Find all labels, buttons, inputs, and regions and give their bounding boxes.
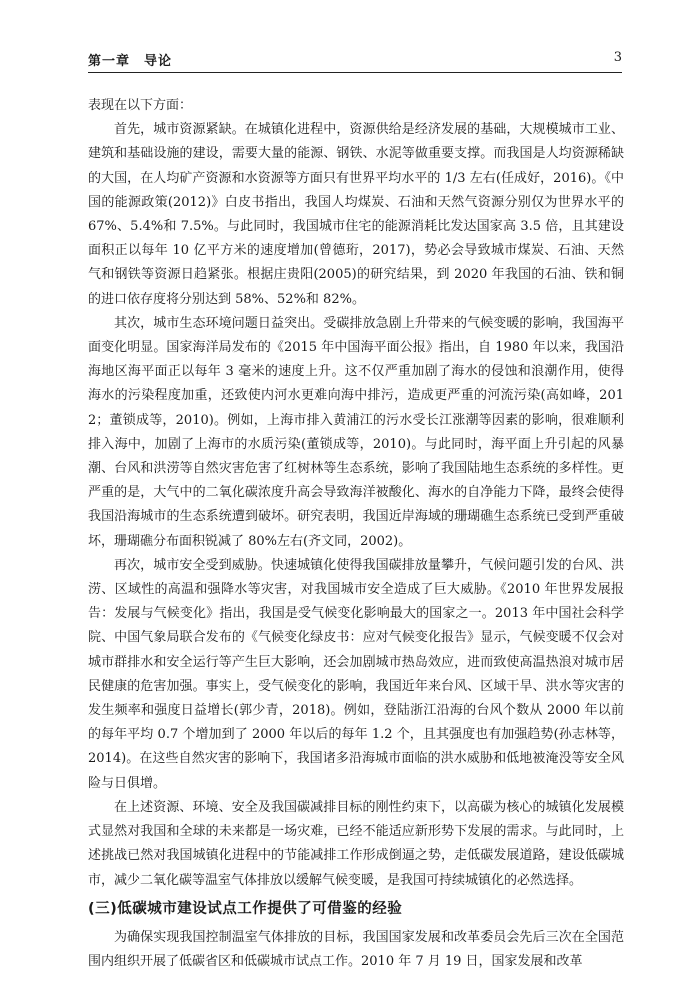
paragraph-resources: 首先，城市资源紧缺。在城镇化进程中，资源供给是经济发展的基础，大规模城市工业、建筑和基础设施的建设，需要大量的能源、钢铁、水泥等做重要支撑。而我国是人均资源稀缺的大国，在人均矿产资源和水资源等方面只有世界平均水平的 1/3 左右(任成好，2016)。《中国的能源政策(2012)》白皮书指出，我国人均煤炭、石油和天然气资源分别仅为世界水平的 67%、5.4%和 7.5%。与此同时，我国城市住宅的能源消耗比发达国家高 3.5 倍，且其建设面积正以每年 10 亿平方米的速度增加(曾德珩，2017)，势必会导致城市煤炭、石油、天然气和钢铁等资源日趋紧张。根据庄贵阳(2005)的研究结果，到 2020 年我国的石油、铁和铜的进口依存度将分别达到 58%、52%和 82%。 bbox=[88, 122, 624, 307]
paragraph-conclusion: 在上述资源、环境、安全及我国碳减排目标的刚性约束下，以高碳为核心的城镇化发展模式显然对我国和全球的未来都是一场灾难，已经不能适应新形势下发展的需求。与此同时，上述挑战已然对我国城镇化进程中的节能减排工作形成倒逼之势，走低碳发展道路，建设低碳城市，减少二氧化碳等温室气体排放以缓解气候变暖，是我国可持续城镇化的必然选择。 bbox=[88, 799, 624, 888]
paragraph-environment: 其次，城市生态环境问题日益突出。受碳排放急剧上升带来的气候变暖的影响，我国海平面变化明显。国家海洋局发布的《2015 年中国海平面公报》指出，自 1980 年以来，我国沿海地区海平面正以每年 3 毫米的速度上升。这不仅严重加剧了海水的侵蚀和浪潮作用，使得海水的污染程度加重，还致使内河水更难向海中排污，造成更严重的河流污染(高如峰，2012；董锁成等，2010)。例如，上海市排入黄浦江的污水受长江涨潮等因素的影响，很难顺利排入海中，加剧了上海市的水质污染(董锁成等，2010)。与此同时，海平面上升引起的风暴潮、台风和洪涝等自然灾害危害了红树林等生态系统，影响了我国陆地生态系统的多样性。更严重的是，大气中的二氧化碳浓度升高会导致海洋被酸化、海水的自净能力下降，最终会使得我国沿海城市的生态系统遭到破坏。研究表明，我国近岸海域的珊瑚礁生态系统已受到严重破坏，珊瑚礁分布面积锐减了 80%左右(齐文同，2002)。 bbox=[88, 315, 624, 549]
chapter-title: 第一章 导论 bbox=[88, 54, 173, 69]
paragraph-pilot: 为确保实现我国控制温室气体排放的目标，我国国家发展和改革委员会先后三次在全国范围内组织开展了低碳省区和低碳城市试点工作。2010 年 7 月 19 日，国家发展和改革 bbox=[88, 929, 624, 969]
section-heading: (三)低碳城市建设试点工作提供了可借鉴的经验 bbox=[88, 900, 403, 917]
paragraph-intro: 表现在以下方面： bbox=[88, 98, 193, 113]
page-number: 3 bbox=[613, 50, 622, 65]
paragraph-safety: 再次，城市安全受到威胁。快速城镇化使得我国碳排放量攀升，气候问题引发的台风、洪涝、区域性的高温和强降水等灾害，对我国城市安全造成了巨大威胁。《2010 年世界发展报告：发展与气候变化》指出，我国是受气候变化影响最大的国家之一。2013 年中国社会科学院、中国气象局联合发布的《气候变化绿皮书：应对气候变化报告》显示，气候变暖不仅会对城市群排水和安全运行等产生巨大影响，还会加剧城市热岛效应，进而致使高温热浪对城市居民健康的危害加强。事实上，受气候变化的影响，我国近年来台风、区域干旱、洪水等灾害的发生频率和强度日益增长(郭少青，2018)。例如，登陆浙江沿海的台风个数从 2000 年以前的每年平均 0.7 个增加到了 2000 年以后的每年 1.2 个，且其强度也有加强趋势(孙志林等，2014)。在这些自然灾害的影响下，我国诸多沿海城市面临的洪水威胁和低地被淹没等安全风险与日俱增。 bbox=[88, 557, 624, 791]
running-header bbox=[88, 46, 622, 73]
body-text bbox=[88, 94, 624, 974]
